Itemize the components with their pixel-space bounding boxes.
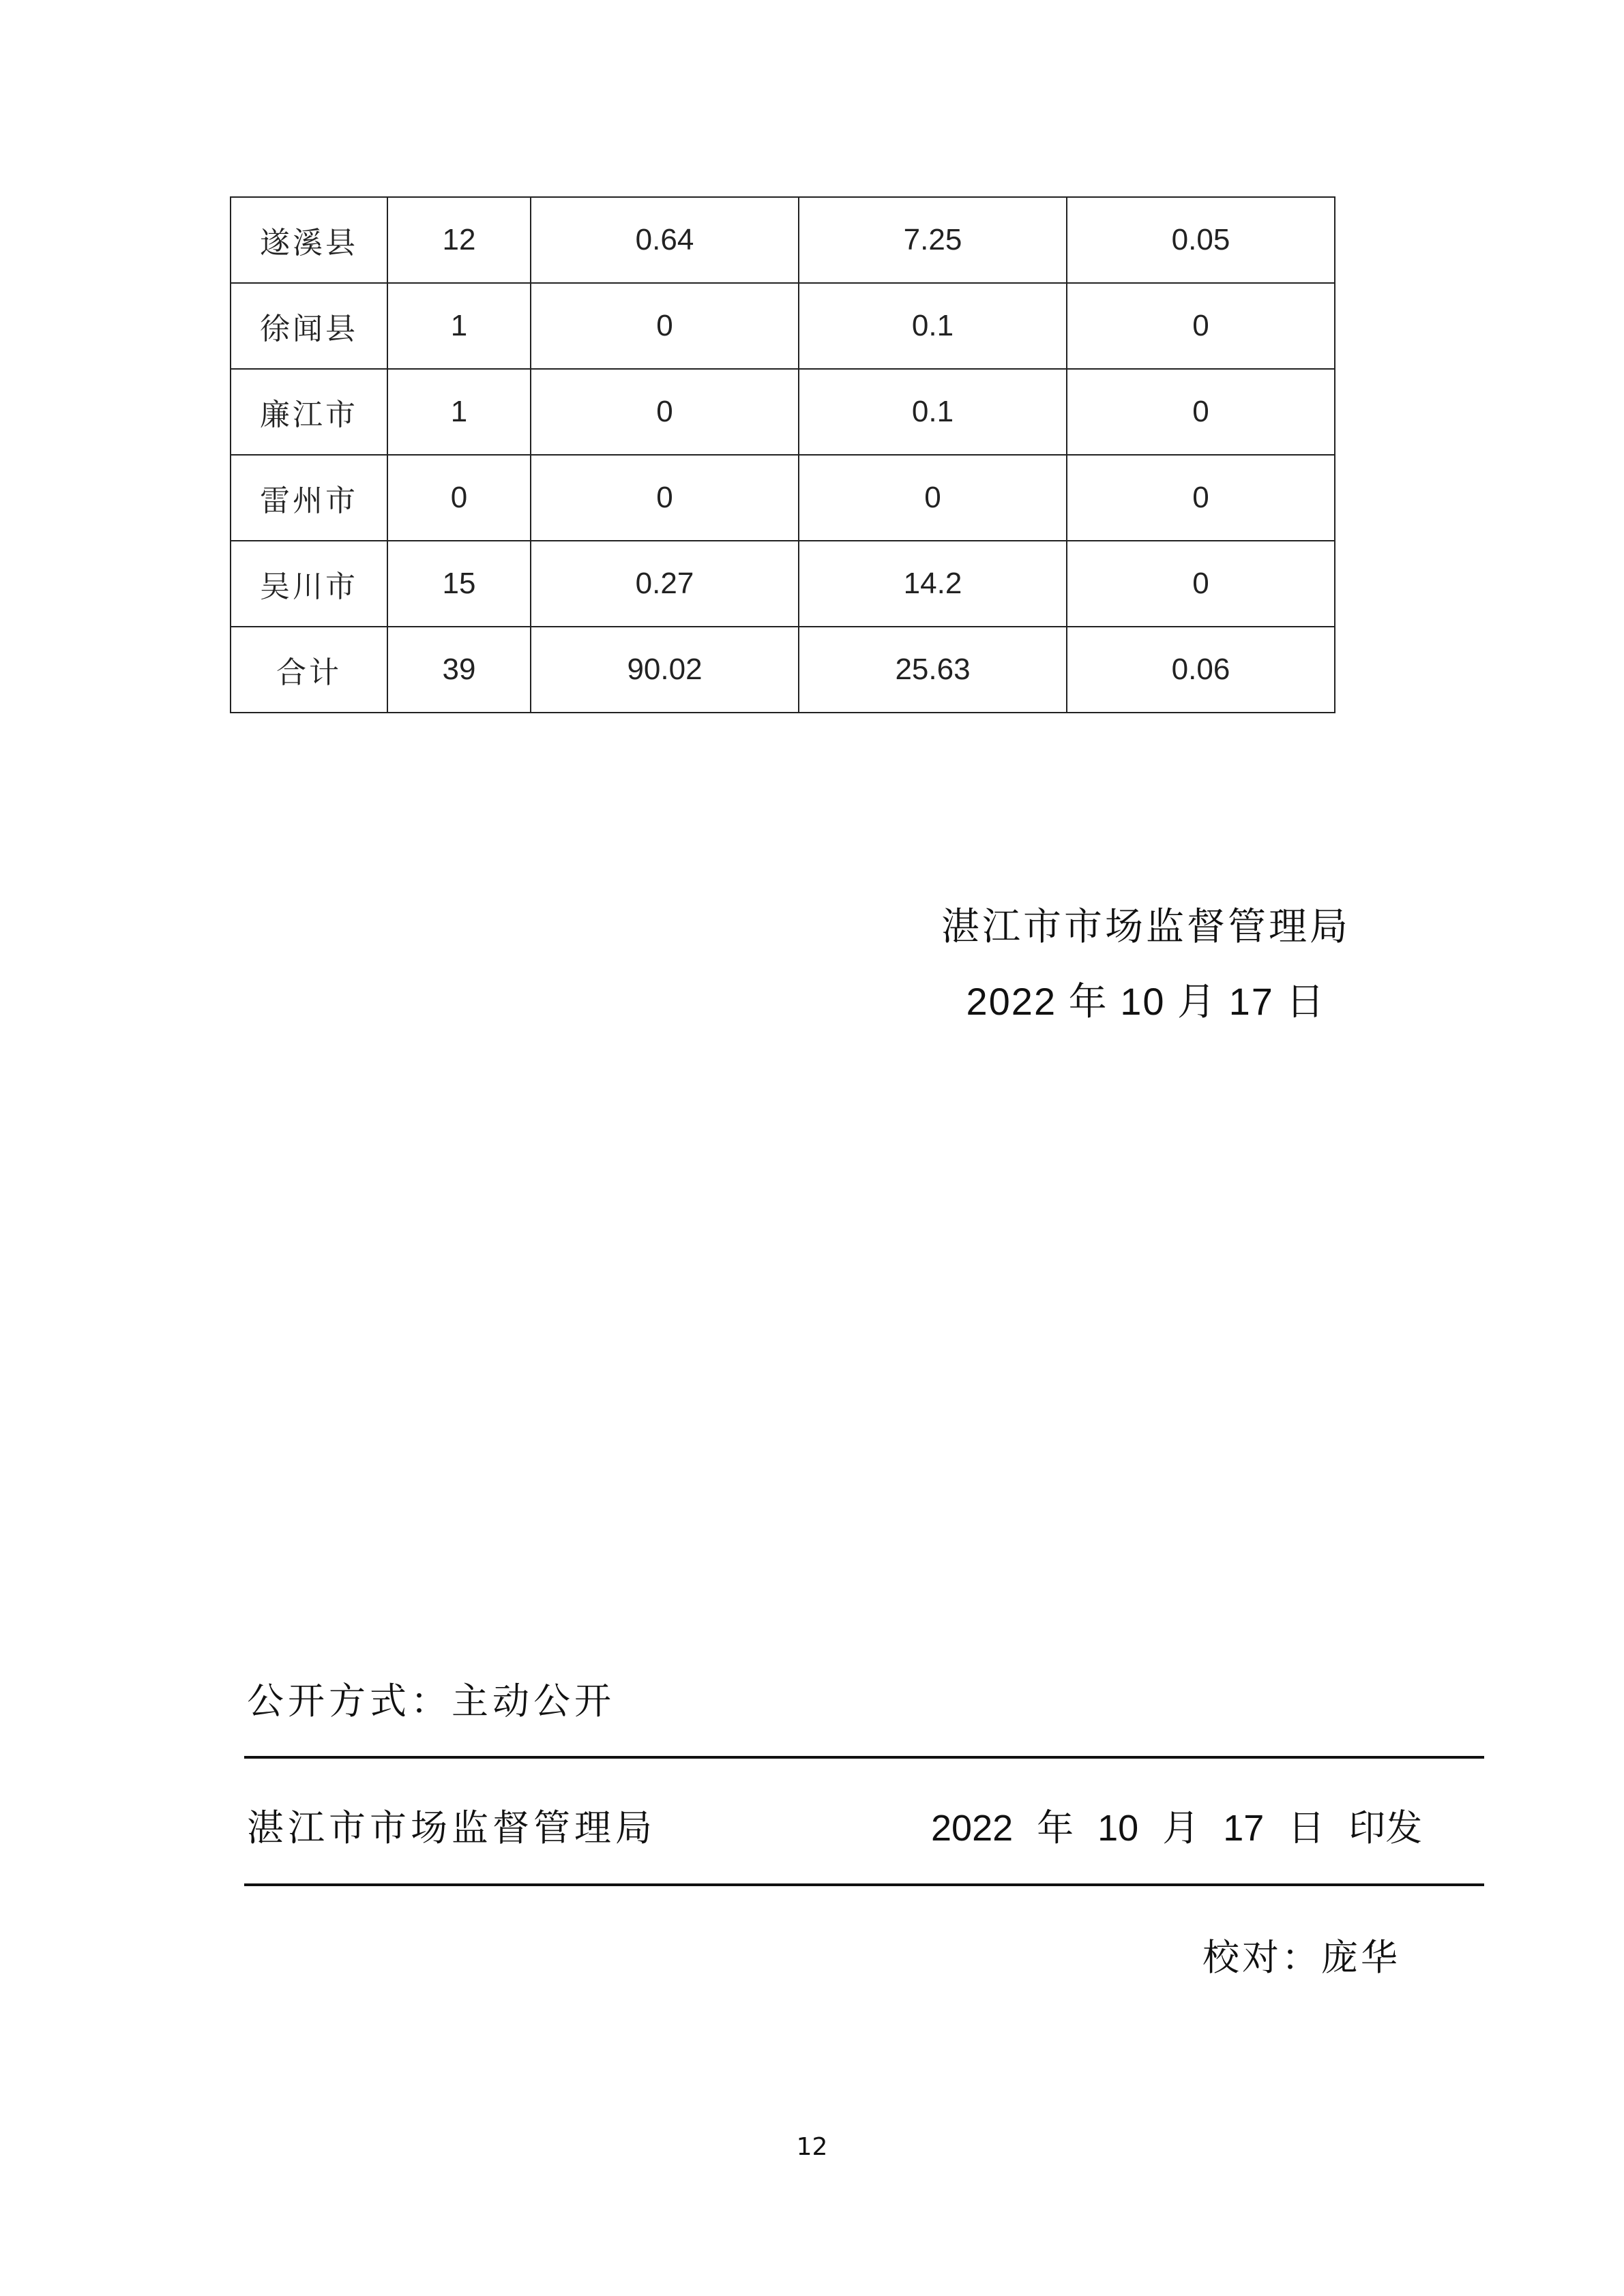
value-cell: 1 — [387, 369, 531, 455]
value-cell: 0 — [1067, 455, 1335, 541]
value-cell: 15 — [387, 541, 531, 627]
value-cell: 1 — [387, 283, 531, 369]
statistics-table — [230, 196, 1335, 713]
table-row — [231, 455, 1335, 541]
table-row — [231, 283, 1335, 369]
value-cell: 0 — [531, 283, 799, 369]
value-cell: 7.25 — [799, 197, 1067, 283]
value-cell: 90.02 — [531, 627, 799, 713]
value-cell: 0 — [531, 455, 799, 541]
issue-date: 2022 年 10 月 17 日 印发 — [931, 1808, 1423, 1849]
table-row — [231, 197, 1335, 283]
value-cell: 14.2 — [799, 541, 1067, 627]
value-cell: 0.1 — [799, 283, 1067, 369]
disclosure-method: 公开方式：主动公开 — [247, 1680, 615, 1723]
value-cell: 0.27 — [531, 541, 799, 627]
value-cell: 39 — [387, 627, 531, 713]
value-cell: 0 — [531, 369, 799, 455]
page-number: 12 — [796, 2133, 828, 2161]
total-row — [231, 627, 1335, 713]
value-cell: 0 — [1067, 369, 1335, 455]
value-cell: 25.63 — [799, 627, 1067, 713]
value-cell: 0.06 — [1067, 627, 1335, 713]
region-cell: 吴川市 — [231, 541, 387, 627]
value-cell: 0 — [1067, 541, 1335, 627]
proofreader: 校对：庞华 — [1202, 1936, 1400, 1979]
table-row — [231, 541, 1335, 627]
region-cell: 遂溪县 — [231, 197, 387, 283]
divider — [244, 1756, 1484, 1759]
divider — [244, 1883, 1484, 1886]
region-cell: 廉江市 — [231, 369, 387, 455]
value-cell: 0 — [799, 455, 1067, 541]
value-cell: 0 — [1067, 283, 1335, 369]
value-cell: 0.1 — [799, 369, 1067, 455]
value-cell: 0 — [387, 455, 531, 541]
value-cell: 0.05 — [1067, 197, 1335, 283]
table-row — [231, 369, 1335, 455]
issuer: 湛江市市场监督管理局 — [247, 1806, 656, 1849]
signature-block — [887, 897, 1405, 1026]
region-cell: 雷州市 — [231, 455, 387, 541]
total-label-cell: 合计 — [231, 627, 387, 713]
value-cell: 12 — [387, 197, 531, 283]
value-cell: 0.64 — [531, 197, 799, 283]
region-cell: 徐闻县 — [231, 283, 387, 369]
signature-date: 2022 年 10 月 17 日 — [966, 980, 1326, 1023]
signature-organization: 湛江市市场监督管理局 — [941, 905, 1350, 949]
